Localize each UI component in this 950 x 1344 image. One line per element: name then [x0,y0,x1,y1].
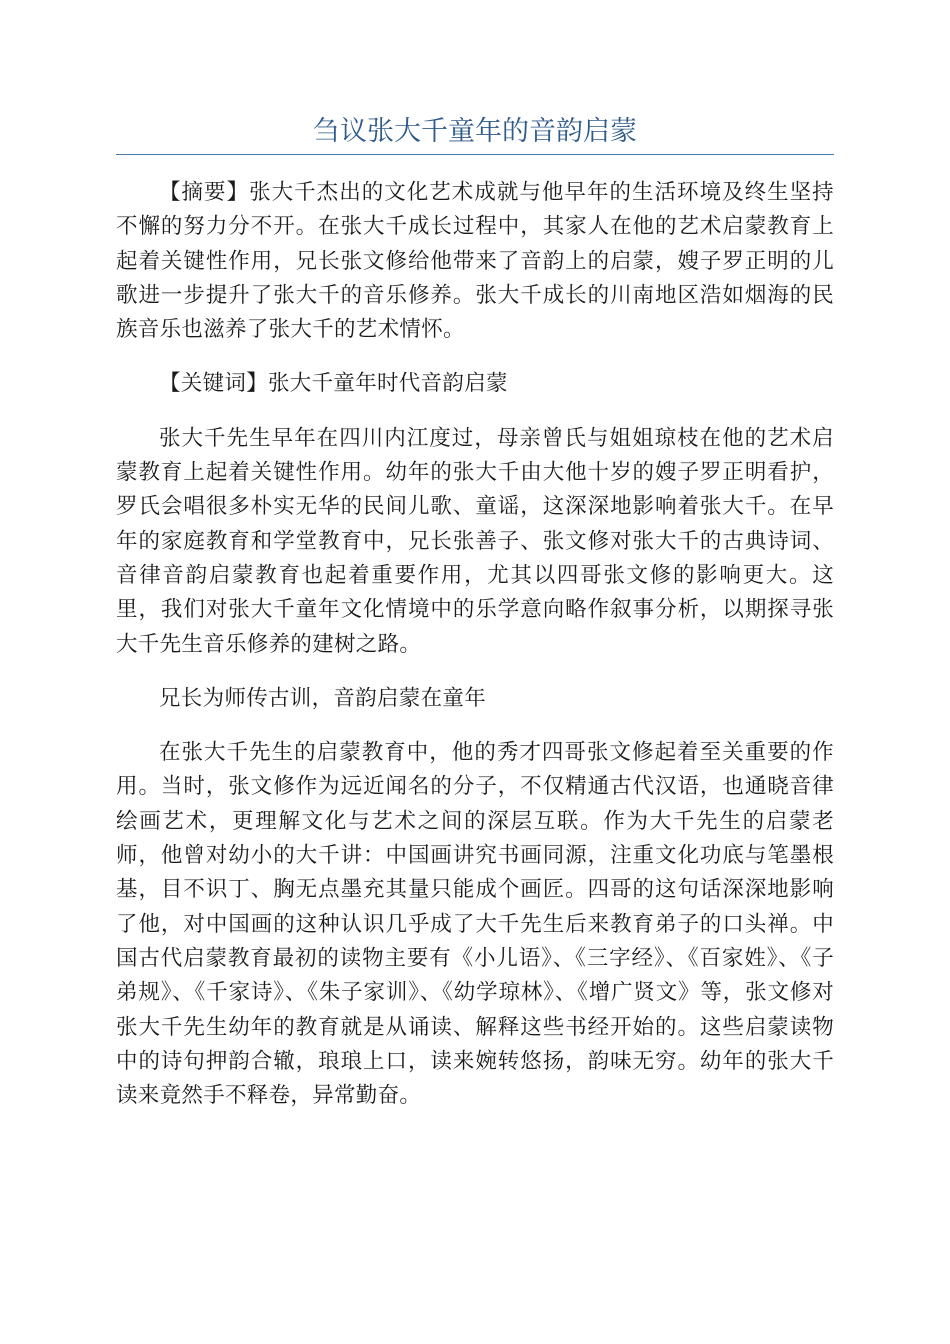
abstract-paragraph: 【摘要】张大千杰出的文化艺术成就与他早年的生活环境及终生坚持不懈的努力分不开。在张大千成长过程中，其家人在他的艺术启蒙教育上起着关键性作用，兄长张文修给他带来了音韵上的启蒙，嫂子罗正明的儿歌进一步提升了张大千的音乐修养。张大千成长的川南地区浩如烟海的民族音乐也滋养了张大千的艺术情怀。 [116,180,834,343]
document-body [116,176,834,1133]
keywords-paragraph: 【关键词】张大千童年时代音韵启蒙 [159,371,508,397]
intro-paragraph: 张大千先生早年在四川内江度过，母亲曾氏与姐姐琼枝在他的艺术启蒙教育上起着关键性作用。幼年的张大千由大他十岁的嫂子罗正明看护，罗氏会唱很多朴实无华的民间儿歌、童谣，这深深地影响着张大千。在早年的家庭教育和学堂教育中，兄长张善子、张文修对张大千的古典诗词、音律音韵启蒙教育也起着重要作用，尤其以四哥张文修的影响更大。这里，我们对张大千童年文化情境中的乐学意向略作叙事分析，以期探寻张大千先生音乐修养的建树之路。 [116,425,834,657]
section-paragraph: 在张大千先生的启蒙教育中，他的秀才四哥张文修起着至关重要的作用。当时，张文修作为远近闻名的分子，不仅精通古代汉语，也通晓音律绘画艺术，更理解文化与艺术之间的深层互联。作为大千先生的启蒙老师，他曾对幼小的大千讲：中国画讲究书画同源，注重文化功底与笔墨根基，目不识丁、胸无点墨充其量只能成个画匠。四哥的这句话深深地影响了他，对中国画的这种认识几乎成了大千先生后来教育弟子的口头禅。中国古代启蒙教育最初的读物主要有《小儿语》、《三字经》、《百家姓》、《子弟规》、《千家诗》、《朱子家训》、《幼学琼林》、《增广贤文》等，张文修对张大千先生幼年的教育就是从诵读、解释这些书经开始的。这些启蒙读物中的诗句押韵合辙，琅琅上口，读来婉转悠扬，韵味无穷。幼年的张大千读来竟然手不释卷，异常勤奋。 [116,740,834,1109]
title-underline [116,154,834,155]
section-heading: 兄长为师传古训，音韵启蒙在童年 [159,685,487,711]
document-title: 刍议张大千童年的音韵启蒙 [313,116,637,147]
